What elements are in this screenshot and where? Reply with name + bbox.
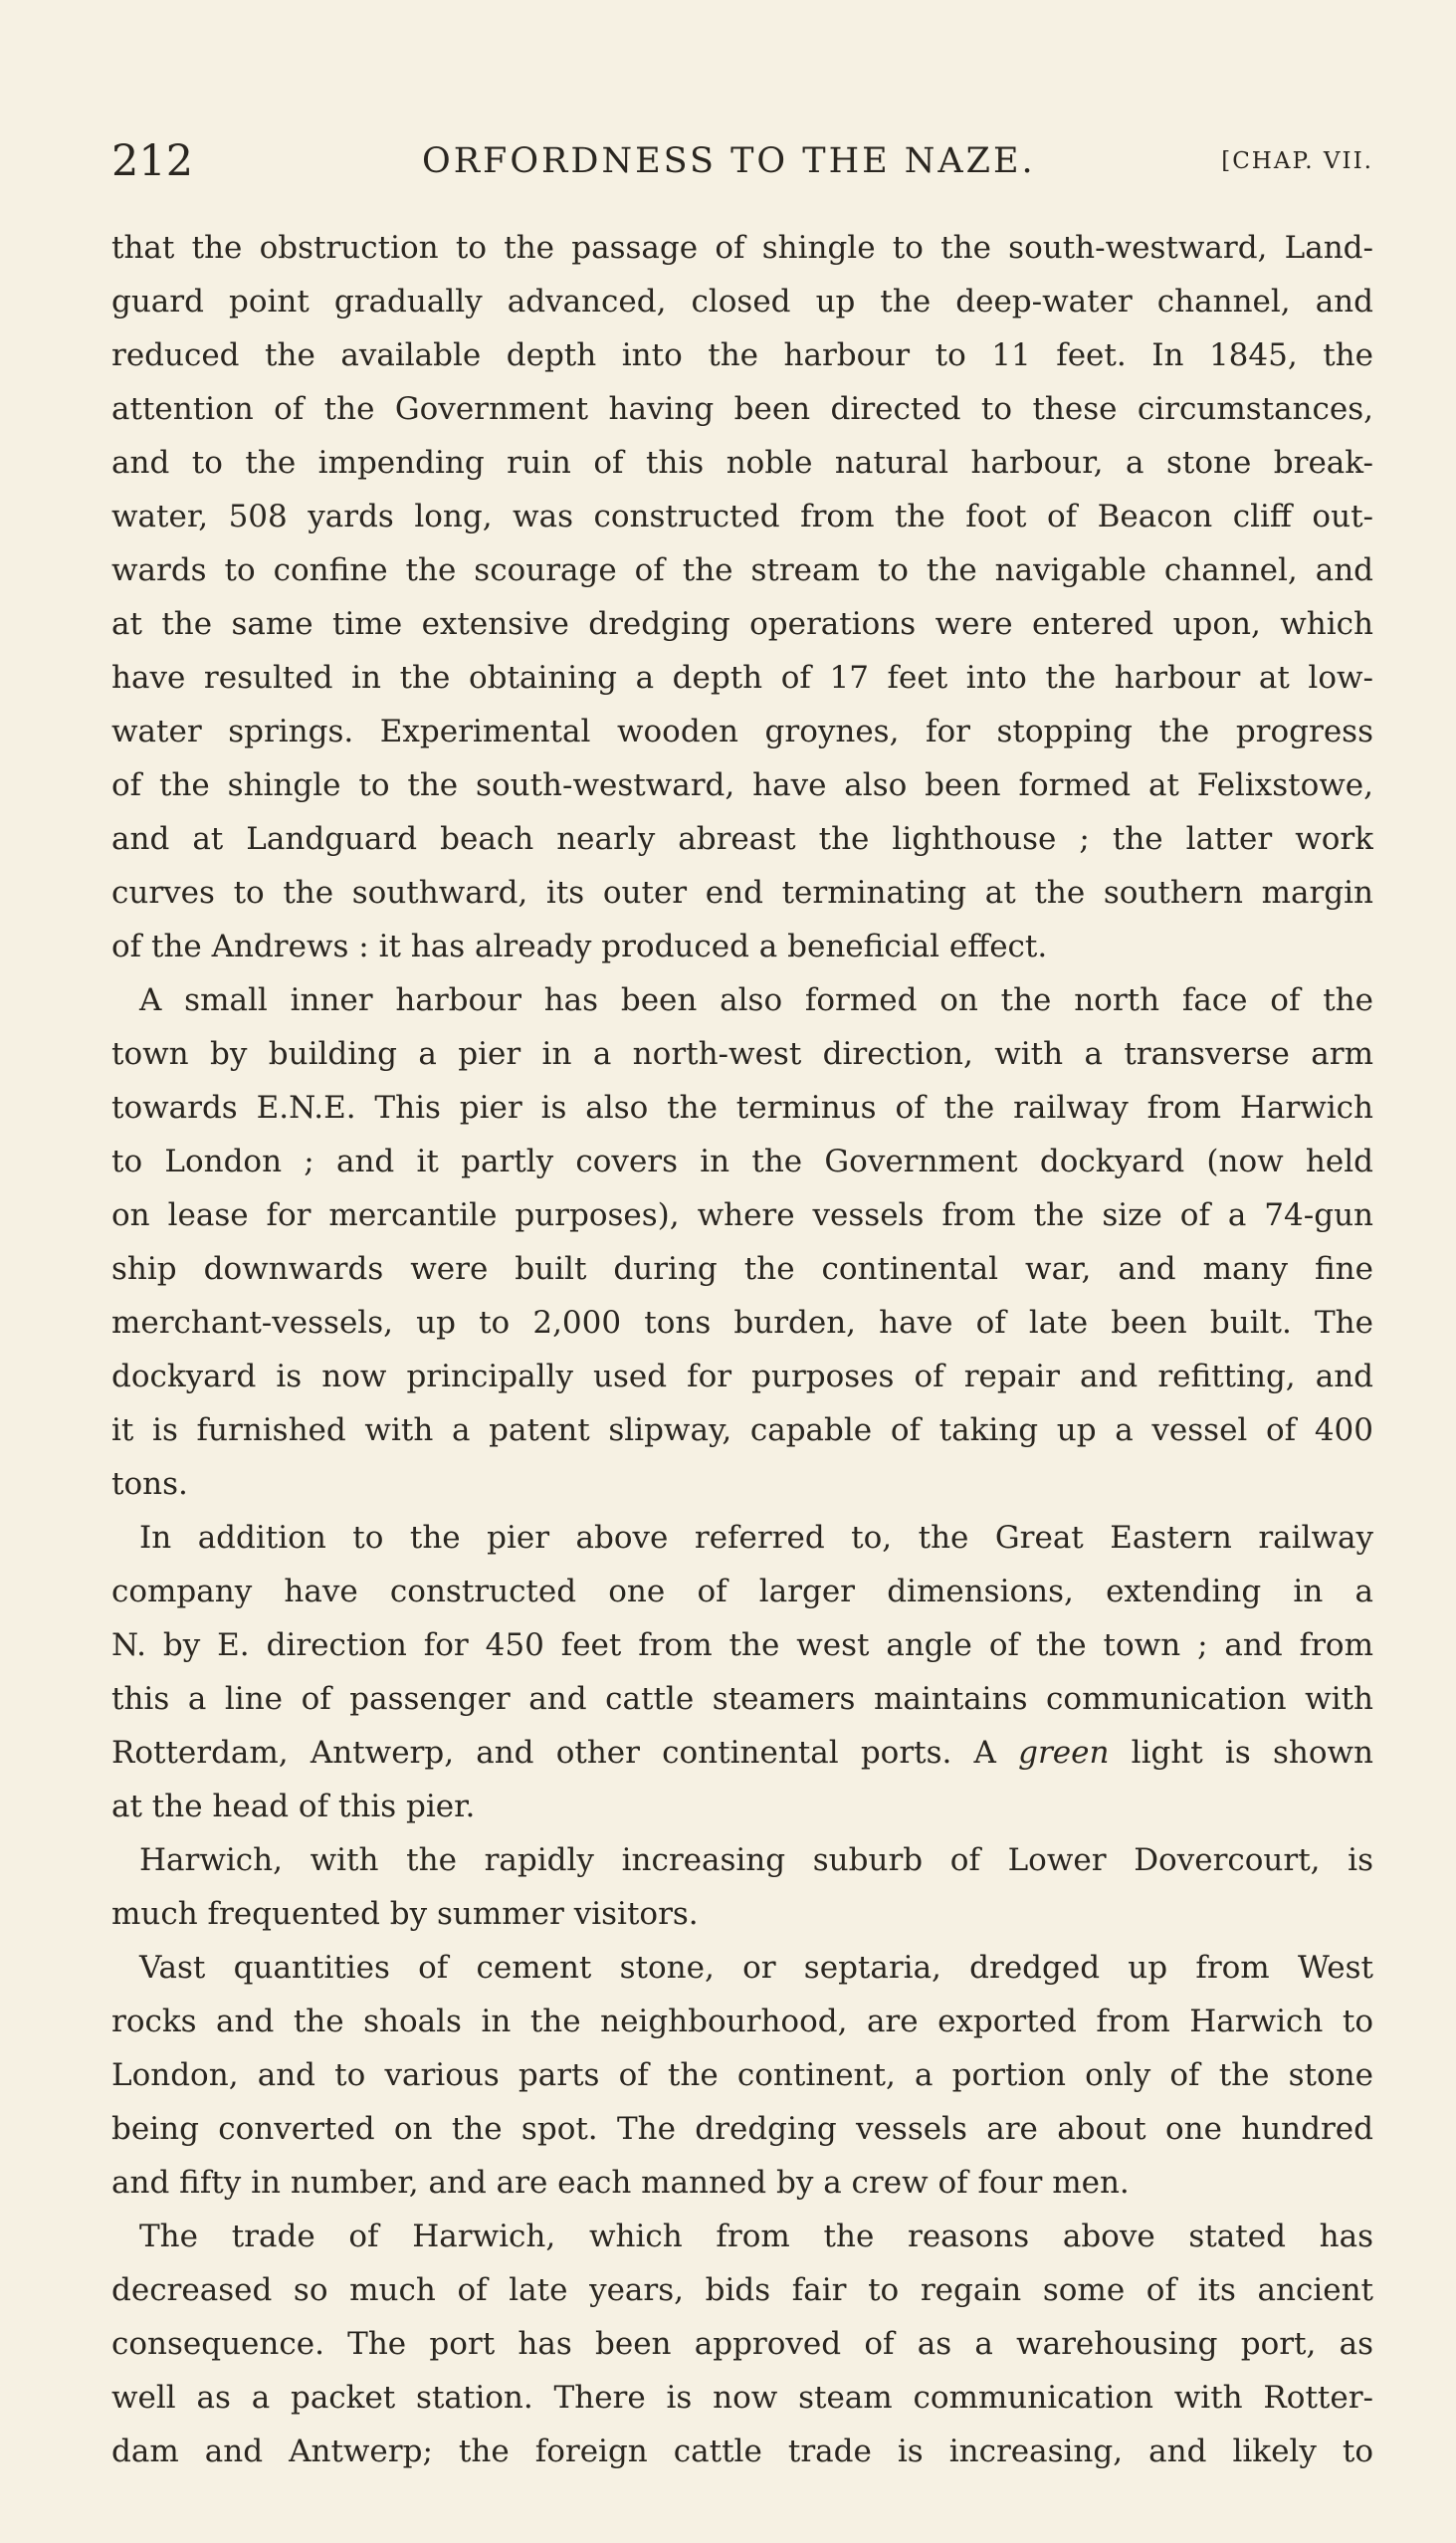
running-title: ORFORDNESS TO THE NAZE.: [422, 141, 1036, 181]
text-line: well as a packet station. There is now steam communication with Rotter-: [111, 2380, 1373, 2416]
text-line: guard point gradually advanced, closed up the deep-water channel, and: [111, 284, 1373, 319]
text-line: company have constructed one of larger dimensions, extending in a: [111, 1574, 1373, 1609]
text-line: ship downwards were built during the continental war, and many fine: [111, 1251, 1373, 1287]
text-line: and fifty in number, and are each manned by a crew of four men.: [111, 2165, 1130, 2201]
text-line: being converted on the spot. The dredging vessels are about one hundred: [111, 2111, 1373, 2147]
chapter-reference: [CHAP. VII.: [1221, 148, 1373, 174]
text-line: and at Landguard beach nearly abreast the lighthouse ; the latter work: [111, 821, 1373, 857]
page-number: 212: [111, 136, 194, 186]
text-line: of the Andrews : it has already produced a beneficial effect.: [111, 929, 1048, 964]
text-fragment: Rotterdam, Antwerp, and other continental ports. A: [111, 1735, 1019, 1771]
text-line: wards to confine the scourage of the stream to the navigable channel, and: [111, 552, 1373, 588]
body-text: [111, 221, 1373, 2478]
text-line: towards E.N.E. This pier is also the terminus of the railway from Harwich: [111, 1090, 1373, 1126]
text-line: curves to the southward, its outer end terminating at the southern margin: [111, 875, 1373, 911]
text-line-green-light: [111, 1726, 1373, 1780]
text-line: attention of the Government having been directed to these circumstances,: [111, 391, 1373, 427]
text-line: rocks and the shoals in the neighbourhood, are exported from Harwich to: [111, 2004, 1373, 2039]
text-line: Harwich, with the rapidly increasing suburb of Lower Dovercourt, is: [139, 1842, 1373, 1878]
text-line: have resulted in the obtaining a depth of 17 feet into the harbour at low-: [111, 660, 1373, 696]
text-line: and to the impending ruin of this noble natural harbour, a stone break-: [111, 445, 1373, 481]
running-head: [111, 131, 1373, 191]
text-line: this a line of passenger and cattle steamers maintains communication with: [111, 1681, 1373, 1717]
text-line: dam and Antwerp; the foreign cattle trade is increasing, and likely to: [111, 2434, 1373, 2469]
text-line: decreased so much of late years, bids fair to regain some of its ancient: [111, 2272, 1373, 2308]
text-line: water springs. Experimental wooden groynes, for stopping the progress: [111, 714, 1373, 749]
text-line: N. by E. direction for 450 feet from the west angle of the town ; and from: [111, 1627, 1373, 1663]
text-line: The trade of Harwich, which from the reasons above stated has: [139, 2219, 1373, 2254]
text-line: consequence. The port has been approved of as a warehousing port, as: [111, 2326, 1373, 2362]
text-line: of the shingle to the south-westward, have also been formed at Felixstowe,: [111, 767, 1373, 803]
text-line: much frequented by summer visitors.: [111, 1896, 699, 1932]
text-line: on lease for mercantile purposes), where vessels from the size of a 74-gun: [111, 1197, 1373, 1233]
text-line: tons.: [111, 1466, 188, 1502]
text-line: to London ; and it partly covers in the Government dockyard (now held: [111, 1144, 1373, 1179]
text-line: Vast quantities of cement stone, or septaria, dredged up from West: [139, 1950, 1373, 1986]
text-line: water, 508 yards long, was constructed from the foot of Beacon cliff out-: [111, 499, 1373, 534]
text-line: at the head of this pier.: [111, 1789, 476, 1824]
text-line: town by building a pier in a north-west direction, with a transverse arm: [111, 1036, 1373, 1072]
text-fragment: light is shown: [1109, 1735, 1373, 1771]
text-line: that the obstruction to the passage of shingle to the south-westward, Land-: [111, 230, 1373, 266]
text-line: reduced the available depth into the harbour to 11 feet. In 1845, the: [111, 337, 1373, 373]
text-line: at the same time extensive dredging operations were entered upon, which: [111, 606, 1373, 642]
text-line: A small inner harbour has been also formed on the north face of the: [139, 982, 1373, 1018]
italic-word-green: green: [1018, 1735, 1110, 1771]
text-line: dockyard is now principally used for purposes of repair and refitting, and: [111, 1359, 1373, 1394]
text-line: London, and to various parts of the continent, a portion only of the stone: [111, 2057, 1373, 2093]
text-line: In addition to the pier above referred to, the Great Eastern railway: [139, 1520, 1373, 1556]
text-line: it is furnished with a patent slipway, capable of taking up a vessel of 400: [111, 1412, 1373, 1448]
text-line: merchant-vessels, up to 2,000 tons burden, have of late been built. The: [111, 1305, 1373, 1341]
